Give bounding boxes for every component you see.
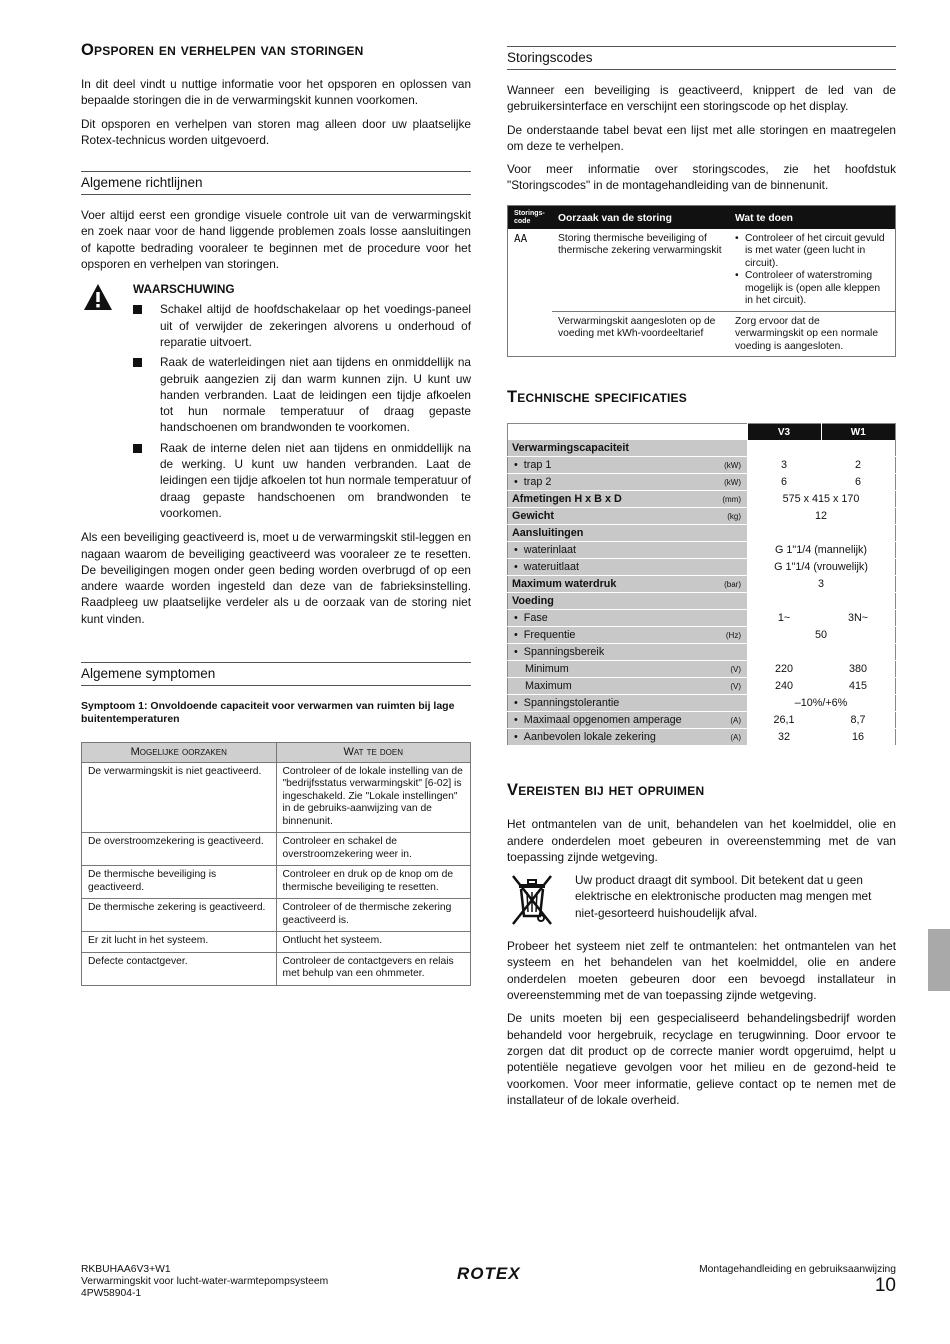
codes-paragraph-2: De onderstaande tabel bevat een lijst met alle storingen en maatregelen om deze te verhelpen. [507,122,896,153]
cell-cause: Verwarmingskit aangesloten op de voeding met kWh-voordeeltarief [558,315,716,340]
table-row: • Maximaal opgenomen amperage (A) 26,1 8,7 [508,712,896,729]
cell-todo: Controleer of de lokale instelling van de "bedrijfsstatus verwarmingskit" [6-02] is ingeschakeld. Zie "Lokale instellingen" in de gebruiks-aanwijzing van de binnenunit. [276,762,471,833]
table-row: Verwarmingscapaciteit [508,440,896,457]
cell-todo: Controleer en druk op de knop om de thermische beveiliging te resetten. [276,866,471,899]
todo-item: • Controleer of het circuit gevuld is met water (geen lucht in circuit). [735,233,889,271]
table-row [508,229,896,312]
cell-cause: De thermische zekering is geactiveerd. [82,899,277,932]
todo-item: • Controleer of waterstroming mogelijk is (open alle kleppen in het circuit). [735,270,889,308]
disposal-paragraph-1: Het ontmantelen van de unit, behandelen van het koelmiddel, olie en andere onderdelen moet gebeuren in overeenstemming met de van toepassing zijnde wetgeving. [507,817,896,864]
cell-todo: Zorg ervoor dat de verwarmingskit op een normale voeding is aangesloten. [735,315,879,352]
col-header-code: Storings-code [508,205,553,229]
error-code-table [507,205,896,358]
table-row [82,762,471,833]
warning-title: WAARSCHUWING [133,282,235,297]
table-row: • waterinlaat G 1"1/4 (mannelijk) [508,542,896,559]
table-row [82,899,471,932]
col-header-causes: Mogelijke oorzaken [82,743,277,763]
table-row [82,866,471,899]
warning-item: Raak de interne delen niet aan tijdens en onmiddellijk na de werking. U kunt uw handen verbranden. Laat de leidingen een tijdje afkoelen tot hun normale temperatuur of draag gepaste handschoenen om brandwonden te voorkomen. [133,440,471,521]
table-row: Minimum (V) 220 380 [508,661,896,678]
weee-text: Uw product draagt dit symbool. Dit betekent dat u geen elektrische en elektronische producten mag mengen met niet-gesorteerd huishoudelijk afval. [575,873,872,920]
left-column [81,36,471,986]
warning-item: Raak de waterleidingen niet aan tijdens en onmiddellijk na gebruik aangezien zij dan warm kunnen zijn. U kunt uw handen verbranden. Laat de leidingen een tijdje afkoelen tot hun normale temperatuur of draag gepaste handschoenen om brandwonden te voorkomen. [133,354,471,435]
col-header-todo: Wat te doen [276,743,471,763]
col-header-v3: V3 [747,424,821,441]
error-codes-heading: Storingscodes [507,46,896,70]
table-row: Gewicht (kg) 12 [508,508,896,525]
table-row [82,833,471,866]
table-row: Aansluitingen [508,525,896,542]
cell-todo [729,229,896,312]
footer-product: Verwarmingskit voor lucht-water-warmtepompsysteem [81,1276,329,1288]
cell-todo: Controleer en schakel de overstroomzekering weer in. [276,833,471,866]
table-row: • Spanningstolerantie –10%/+6% [508,695,896,712]
col-header-cause: Oorzaak van de storing [552,205,729,229]
col-header-w1: W1 [821,424,896,441]
disposal-paragraph-2: Probeer het systeem niet zelf te ontmantelen: het ontmantelen van het systeem en het behandelen van het koelmiddel, olie en andere onderdelen moeten gebeuren door een bevoegd installateur in overeenstemming met de van toepassing zijnde wetgeving. [507,939,896,1003]
codes-paragraph-1: Wanneer een beveiliging is geactiveerd, knippert de led van de gebruikersinterface en verschijnt een storingscode op het display. [507,83,896,114]
table-row: • Spanningsbereik [508,644,896,661]
after-warning-text: Als een beveiliging geactiveerd is, moet u de verwarmingskit stil-leggen en nagaan waarom de beveiliging geactiveerd was vooraleer ze te resetten. De beveiligingen mogen onder geen beding worden overbrugd of op een andere waarde worden ingesteld dan deze van de fabrieksinstelling. Raadpleeg uw plaatselijke verdeler als u de oorzaak van de storing niet kunt vinden. [81,530,471,626]
codes-paragraph-3: Voor meer informatie over storingscodes, zie het hoofdstuk "Storingscodes" in de montagehandleiding van de binnenunit. [507,162,896,193]
table-row: Maximum waterdruk (bar) 3 [508,576,896,593]
weee-notice [507,872,896,928]
cell-todo: Controleer of de thermische zekering geactiveerd is. [276,899,471,932]
warning-item: Schakel altijd de hoofdschakelaar op het voedings-paneel uit of verwijder de zekeringen alvorens u onderhoud of reparatie uitvoert. [133,301,471,350]
cell-cause: De thermische beveiliging is geactiveerd. [82,866,277,899]
general-symptoms-heading: Algemene symptomen [81,662,471,686]
cell-cause: Er zit lucht in het systeem. [82,932,277,953]
intro-paragraph-1: In dit deel vindt u nuttige informatie voor het opsporen en oplossen van bepaalde storingen die in de verwarmingskit kunnen voorkomen. [81,77,471,108]
symptom-table [81,742,471,986]
warning-triangle-icon [83,283,113,311]
footer-manual: Montagehandleiding en gebruiksaanwijzing [699,1264,896,1275]
col-header-todo: Wat te doen [729,205,896,229]
cell-cause: De verwarmingskit is niet geactiveerd. [82,762,277,833]
disposal-title: Vereisten bij het opruimen [507,781,705,800]
cell-todo: Controleer de contactgevers en relais met behulp van een ohmmeter. [276,952,471,985]
footer-model: RKBUHAA6V3+W1 [81,1264,171,1275]
cell-todo: Ontlucht het systeem. [276,932,471,953]
crossed-bin-icon [509,872,557,930]
warning-block [81,282,471,521]
cell-cause: Defecte contactgever. [82,952,277,985]
symptom-1-title: Symptoom 1: Onvoldoende capaciteit voor verwarmen van ruimten bij lage buitentemperaturen [81,700,455,726]
table-row [82,932,471,953]
table-row: • trap 1 (kW) 3 2 [508,457,896,474]
table-row: Maximum (V) 240 415 [508,678,896,695]
general-guidelines-heading: Algemene richtlijnen [81,171,471,195]
table-row: Voeding [508,593,896,610]
intro-paragraph-2: Dit opsporen en verhelpen van storen mag alleen door uw plaatselijke Rotex-technicus worden uitgevoerd. [81,116,471,147]
troubleshooting-title: Opsporen en verhelpen van storingen [81,41,364,59]
right-column [507,46,896,1115]
table-row: • trap 2 (kW) 6 6 [508,474,896,491]
table-row: • Aanbevolen lokale zekering (A) 32 16 [508,729,896,746]
footer-docnum: 4PW58904-1 [81,1288,142,1300]
spec-table [507,423,896,746]
error-code: AA [514,231,528,245]
cell-cause: De overstroomzekering is geactiveerd. [82,833,277,866]
tech-specs-title: Technische specificaties [507,388,687,407]
page-number: 10 [874,1275,896,1297]
table-row [508,311,896,357]
rotex-logo: ROTEX [457,1264,521,1283]
table-row: • wateruitlaat G 1"1/4 (vrouwelijk) [508,559,896,576]
table-row: • Fase 1~ 3N~ [508,610,896,627]
section-side-tab [928,929,950,991]
disposal-paragraph-3: De units moeten bij een gespecialiseerd behandelingsbedrijf worden behandeld voor hergebruik, recyclage en terugwinning. Door ervoor te zorgen dat dit product op de correcte manier wordt opgeruimd, helpt u potentiële negatieve gevolgen voor het milieu en de gezond-heid te voorkomen. Voor meer informatie, gelieve contact op te nemen met de installateur of de lokale overheid. [507,1011,896,1107]
cell-cause: Storing thermische beveiliging of thermische zekering verwarmingskit [552,229,729,312]
general-guidelines-text: Voer altijd eerst een grondige visuele controle uit van de verwarmingskit en zoek naar voor de hand liggende problemen zoals losse aansluitingen of kapotte bedrading vooraleer te beginnen met de procedure voor het opsporen en verhelpen van storingen. [81,208,471,272]
table-row: Afmetingen H x B x D (mm) 575 x 415 x 170 [508,491,896,508]
table-row [82,952,471,985]
table-row: • Frequentie (Hz) 50 [508,627,896,644]
